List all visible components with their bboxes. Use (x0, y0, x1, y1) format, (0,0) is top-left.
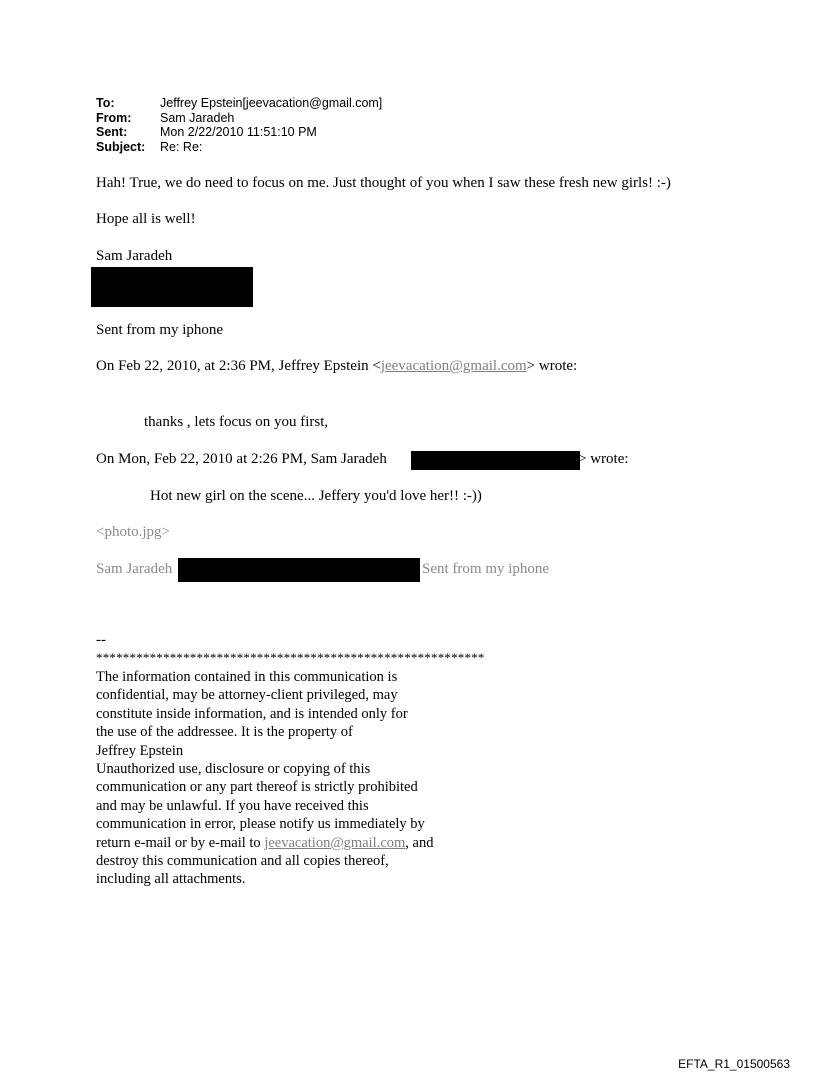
disclaimer-line: The information contained in this communication is (96, 669, 398, 685)
body-line-1: Hah! True, we do need to focus on me. Just thought of you when I saw these fresh new girls! :-) (96, 175, 671, 191)
quote2-pre: On Mon, Feb 22, 2010 at 2:26 PM, Sam Jaradeh (96, 451, 387, 467)
orig-sent-from: Sent from my iphone (422, 561, 550, 577)
document-id: EFTA_R1_01500563 (678, 1057, 790, 1071)
disclaimer-line: confidential, may be attorney-client privileged, may (96, 687, 398, 704)
quote2-post: > wrote: (578, 451, 629, 467)
from-label: From: (96, 110, 132, 125)
from-row (96, 111, 382, 126)
orig-signature-name: Sam Jaradeh (96, 561, 173, 577)
disclaimer-line: including all attachments. (96, 871, 246, 888)
disclaimer-email-pre: return e-mail or by e-mail to (96, 834, 265, 851)
disclaimer-line: communication in error, please notify us immediately by (96, 816, 425, 833)
quote-header-1 (96, 358, 577, 375)
subject-row (96, 140, 382, 155)
quote1-email-link[interactable]: jeevacation@gmail.com (380, 358, 527, 374)
sent-from-line: Sent from my iphone (96, 322, 224, 338)
signature-name: Sam Jaradeh (96, 248, 173, 264)
email-header (96, 96, 382, 154)
from-value: Sam Jaradeh (160, 110, 235, 125)
signature-dashes: -- (96, 632, 106, 648)
to-row (96, 96, 382, 111)
disclaimer-email-link[interactable]: jeevacation@gmail.com (264, 834, 406, 851)
redaction-block (178, 558, 420, 582)
to-value: Jeffrey Epstein[jeevacation@gmail.com] (160, 96, 383, 110)
disclaimer-email-post: , and (405, 834, 434, 851)
sent-value: Mon 2/22/2010 11:51:10 PM (160, 125, 317, 139)
redaction-block (411, 451, 580, 470)
sent-row (96, 125, 382, 140)
redaction-block (91, 267, 253, 307)
sent-label: Sent: (96, 125, 128, 139)
subject-label: Subject: (96, 139, 146, 154)
reply-text: thanks , lets focus on you first, (144, 414, 329, 430)
confidentiality-disclaimer (96, 668, 433, 889)
disclaimer-line: destroy this communication and all copies thereof, (96, 853, 389, 870)
disclaimer-line (96, 834, 433, 852)
disclaimer-line: Unauthorized use, disclosure or copying of this (96, 761, 371, 778)
original-message-text: Hot new girl on the scene... Jeffery you'd love her!! :-)) (150, 488, 482, 504)
to-label: To: (96, 96, 115, 110)
body-line-2: Hope all is well! (96, 211, 196, 227)
quote1-pre: On Feb 22, 2010, at 2:36 PM, Jeffrey Epstein < (96, 358, 381, 374)
subject-value: Re: Re: (160, 139, 203, 154)
asterisk-divider: ********************************************************** (96, 650, 485, 665)
disclaimer-line: Jeffrey Epstein (96, 742, 184, 759)
disclaimer-line: communication or any part thereof is strictly prohibited (96, 779, 418, 796)
quote1-post: > wrote: (526, 358, 578, 374)
disclaimer-line: and may be unlawful. If you have received this (96, 797, 369, 814)
disclaimer-line: constitute inside information, and is intended only for (96, 705, 408, 722)
disclaimer-line: the use of the addressee. It is the property of (96, 724, 353, 741)
photo-attachment: <photo.jpg> (96, 524, 171, 540)
